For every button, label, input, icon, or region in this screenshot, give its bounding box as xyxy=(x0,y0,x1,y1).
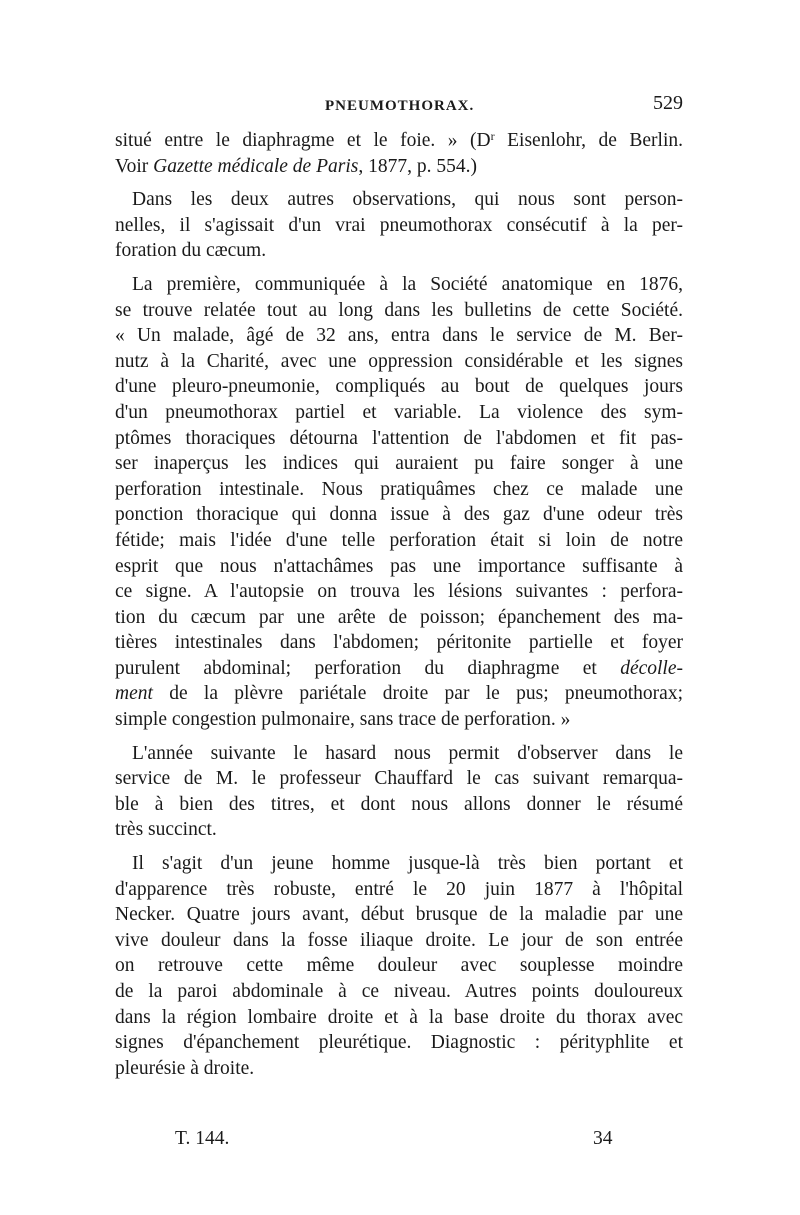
text-span: Voir xyxy=(115,155,154,177)
paragraph-gap xyxy=(115,843,683,851)
text-span: de la plèvre pariétale droite par le pus; pneumothorax; xyxy=(152,683,683,705)
text-line: fétide; mais l'idée d'une telle perforation était si loin de notre xyxy=(115,529,683,551)
text-line: tion du cæcum par une arête de poisson; épanchement des ma- xyxy=(115,606,683,628)
text-line xyxy=(115,656,683,682)
text-line: très succinct. xyxy=(115,819,217,841)
superscript: r xyxy=(490,129,495,143)
text-line: d'une pleuro-pneumonie, compliqués au bout de quelques jours xyxy=(115,376,683,398)
italic-term: décolle- xyxy=(620,657,683,679)
text-line: esprit que nous n'attachâmes pas une importance suffisante à xyxy=(115,555,683,577)
text-line: simple congestion pulmonaire, sans trace de perforation. » xyxy=(115,709,571,731)
text-line: L'année suivante le hasard nous permit d'observer dans le xyxy=(132,742,683,764)
text-line: vive douleur dans la fosse iliaque droite. Le jour de son entrée xyxy=(115,929,683,951)
text-line: Il s'agit d'un jeune homme jusque-là très bien portant et xyxy=(132,853,683,875)
body-text xyxy=(115,128,683,1081)
text-line: pleurésie à droite. xyxy=(115,1057,255,1079)
text-span: purulent abdominal; perforation du diaphragme et xyxy=(115,657,621,679)
text-span: , 1877, p. 554.) xyxy=(358,155,477,177)
text-line xyxy=(115,681,683,707)
page-footer xyxy=(115,1128,683,1158)
text-line: nelles, il s'agissait d'un vrai pneumothorax consécutif à la per- xyxy=(115,214,683,236)
text-line: « Un malade, âgé de 32 ans, entra dans le service de M. Ber- xyxy=(115,325,683,347)
text-line: ble à bien des titres, et dont nous allons donner le résumé xyxy=(115,793,683,815)
page-number: 529 xyxy=(653,92,683,114)
text-line: signes d'épanchement pleurétique. Diagnostic : pérityphlite et xyxy=(115,1032,683,1054)
text-line: tières intestinales dans l'abdomen; péritonite partielle et foyer xyxy=(115,632,683,654)
text-line: foration du cæcum. xyxy=(115,240,267,262)
text-line: perforation intestinale. Nous pratiquâmes chez ce malade une xyxy=(115,478,683,500)
text-line: de la paroi abdominale à ce niveau. Autres points douloureux xyxy=(115,981,683,1002)
text-line: ser inaperçus les indices qui auraient pu faire songer à une xyxy=(115,453,683,475)
paragraph-gap xyxy=(115,264,683,272)
text-line xyxy=(115,154,683,180)
text-line: se trouve relatée tout au long dans les bulletins de cette Société. xyxy=(115,299,683,321)
text-line: ptômes thoraciques détourna l'attention de l'abdomen et fit pas- xyxy=(115,427,683,449)
text-line: dans la région lombaire droite et à la base droite du thorax avec xyxy=(115,1006,683,1028)
text-line: d'apparence très robuste, entré le 20 juin 1877 à l'hôpital xyxy=(115,878,683,900)
text-line: Necker. Quatre jours avant, début brusque de la maladie par une xyxy=(115,904,683,926)
text-line: ce signe. A l'autopsie on trouva les lésions suivantes : perfora- xyxy=(115,581,683,603)
text-line: on retrouve cette même douleur avec souplesse moindre xyxy=(115,955,683,977)
text-span: situé entre le diaphragme et le foie. » (D xyxy=(115,130,491,151)
text-line xyxy=(115,128,683,154)
running-head xyxy=(115,92,683,122)
text-line: La première, communiquée à la Société anatomique en 1876, xyxy=(132,273,683,295)
italic-term: ment xyxy=(115,683,153,705)
text-span: Eisenlohr, de Berlin. xyxy=(494,130,683,151)
paragraph-gap xyxy=(115,179,683,187)
text-line: d'un pneumothorax partiel et variable. La violence des sym- xyxy=(115,401,683,423)
sheet-number: 34 xyxy=(593,1128,613,1149)
text-line: nutz à la Charité, avec une oppression considérable et les signes xyxy=(115,350,683,372)
journal-title: Gazette médicale de Paris xyxy=(153,155,359,177)
text-line: Dans les deux autres observations, qui nous sont person- xyxy=(132,189,683,211)
paragraph-gap xyxy=(115,733,683,741)
running-title: PNEUMOTHORAX. xyxy=(325,98,475,114)
text-line: ponction thoracique qui donna issue à des gaz d'une odeur très xyxy=(115,504,683,526)
text-line: service de M. le professeur Chauffard le cas suivant remarqua- xyxy=(115,768,683,790)
printer-signature: T. 144. xyxy=(175,1128,230,1149)
